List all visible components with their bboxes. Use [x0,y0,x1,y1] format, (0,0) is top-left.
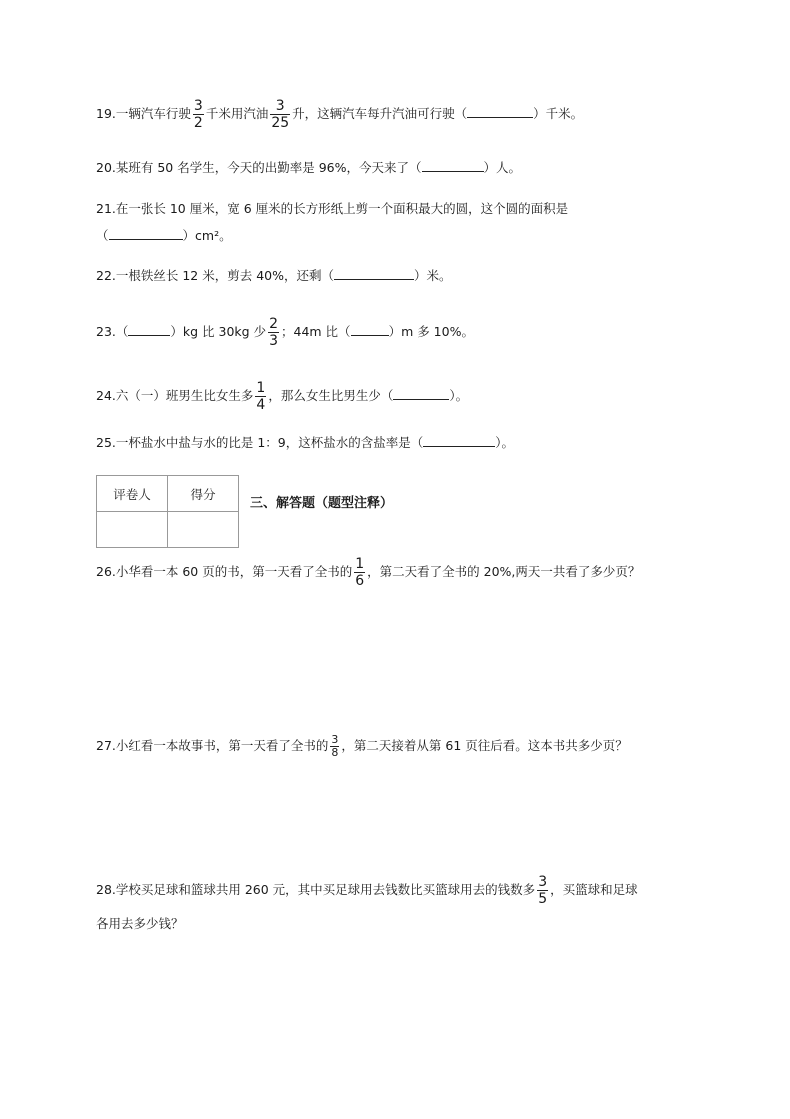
grader-header: 评卷人 [97,476,168,512]
question-26: 26.小华看一本 60 页的书，第一天看了全书的 $\frac{1}{6}$ ，第二天看了全书的 20%,两天一共看了多少页？ [96,556,641,589]
fraction: $\frac{3}{5}$ [538,874,548,907]
score-table [96,475,239,548]
section-title: 三、解答题（题型注释） [250,496,394,511]
fraction: $\frac{3}{25}$ [271,98,290,131]
fraction: $\frac{3}{2}$ [193,98,203,131]
fraction: $\frac{1}{4}$ [256,380,266,413]
question-28-line2: 各用去多少钱？ [96,916,184,931]
question-25: 25.一杯盐水中盐与水的比是 1：9，这杯盐水的含盐率是（ ）。 [96,435,515,450]
question-19: 19.一辆汽车行驶 $\frac{3}{2}$ 千米用汽油 $\frac{3}{25}$ 升，这辆汽车每升汽油可行驶（ ）千米。 [96,98,584,131]
fraction: $\frac{2}{3}$ [269,316,278,349]
question-24: 24.六（一）班男生比女生多 $\frac{1}{4}$ ，那么女生比男生少（ ）。 [96,380,469,413]
answer-blank[interactable] [128,323,170,336]
answer-blank[interactable] [393,387,449,400]
grader-cell[interactable] [97,512,168,548]
question-20: 20.某班有 50 名学生，今天的出勤率是 96%，今天来了（ ）人。 [96,160,522,175]
question-27: 27.小红看一本故事书，第一天看了全书的 $\frac{3}{8}$ ，第二天接着从第 61 页往后看。这本书共多少页？ [96,733,628,759]
question-21-line2: （ ）cm²。 [96,228,232,243]
score-header: 得分 [168,476,239,512]
question-28: 28.学校买足球和篮球共用 260 元，其中买足球用去钱数比买篮球用去的钱数多 $\frac{3}{5}$ ，买篮球和足球 [96,874,638,907]
answer-blank[interactable] [423,434,495,447]
fraction: $\frac{1}{6}$ [355,556,365,589]
answer-blank[interactable] [422,159,484,172]
answer-blank[interactable] [334,267,414,280]
question-22: 22.一根铁丝长 12 米，剪去 40%，还剩（ ）米。 [96,268,452,283]
question-21: 21.在一张长 10 厘米，宽 6 厘米的长方形纸上剪一个面积最大的圆，这个圆的面积是 [96,201,569,216]
question-23: 23.（ ）kg 比 30kg 少 $\frac{2}{3}$ ；44m 比（ ）m 多 10%。 [96,316,474,349]
score-cell[interactable] [168,512,239,548]
answer-blank[interactable] [109,227,183,240]
answer-blank[interactable] [351,323,389,336]
fraction: $\frac{3}{8}$ [331,733,339,759]
answer-blank[interactable] [467,105,533,118]
